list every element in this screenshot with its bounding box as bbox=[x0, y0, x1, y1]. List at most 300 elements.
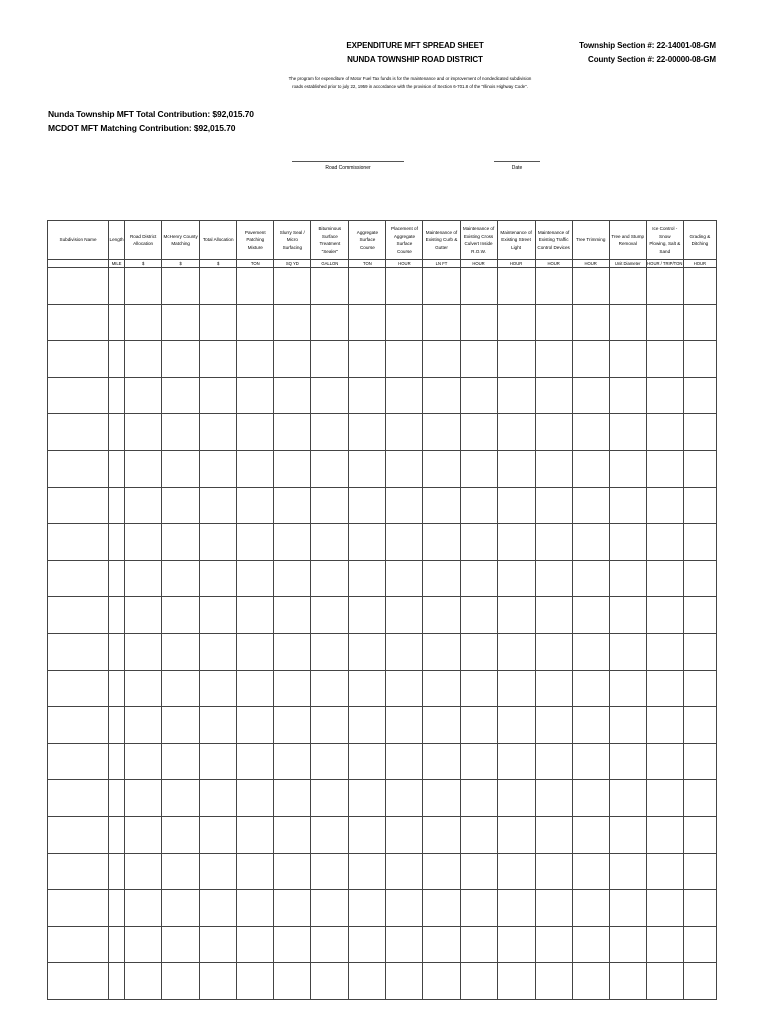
table-cell[interactable] bbox=[48, 890, 109, 927]
table-cell[interactable] bbox=[48, 707, 109, 744]
table-cell[interactable] bbox=[646, 890, 683, 927]
table-cell[interactable] bbox=[237, 926, 274, 963]
table-cell[interactable] bbox=[646, 743, 683, 780]
table-cell[interactable] bbox=[423, 743, 460, 780]
table-cell[interactable] bbox=[48, 304, 109, 341]
table-cell[interactable] bbox=[200, 597, 237, 634]
table-cell[interactable] bbox=[535, 963, 572, 1000]
table-cell[interactable] bbox=[609, 707, 646, 744]
table-cell[interactable] bbox=[497, 268, 535, 305]
table-cell[interactable] bbox=[162, 707, 200, 744]
table-cell[interactable] bbox=[386, 816, 423, 853]
table-cell[interactable] bbox=[237, 268, 274, 305]
table-cell[interactable] bbox=[609, 670, 646, 707]
table-cell[interactable] bbox=[109, 304, 125, 341]
table-cell[interactable] bbox=[609, 597, 646, 634]
table-cell[interactable] bbox=[572, 670, 609, 707]
table-cell[interactable] bbox=[609, 414, 646, 451]
table-cell[interactable] bbox=[609, 853, 646, 890]
table-cell[interactable] bbox=[683, 341, 716, 378]
table-cell[interactable] bbox=[274, 743, 311, 780]
table-cell[interactable] bbox=[535, 414, 572, 451]
table-cell[interactable] bbox=[423, 853, 460, 890]
table-cell[interactable] bbox=[683, 926, 716, 963]
table-cell[interactable] bbox=[423, 963, 460, 1000]
table-cell[interactable] bbox=[497, 816, 535, 853]
table-cell[interactable] bbox=[683, 780, 716, 817]
table-cell[interactable] bbox=[109, 268, 125, 305]
table-cell[interactable] bbox=[423, 268, 460, 305]
table-cell[interactable] bbox=[109, 890, 125, 927]
table-cell[interactable] bbox=[109, 707, 125, 744]
table-cell[interactable] bbox=[162, 670, 200, 707]
table-cell[interactable] bbox=[125, 487, 162, 524]
table-cell[interactable] bbox=[460, 450, 497, 487]
table-cell[interactable] bbox=[646, 597, 683, 634]
table-cell[interactable] bbox=[237, 963, 274, 1000]
table-cell[interactable] bbox=[423, 341, 460, 378]
table-cell[interactable] bbox=[572, 890, 609, 927]
table-cell[interactable] bbox=[423, 450, 460, 487]
table-cell[interactable] bbox=[535, 377, 572, 414]
table-cell[interactable] bbox=[349, 304, 386, 341]
table-cell[interactable] bbox=[646, 268, 683, 305]
table-cell[interactable] bbox=[162, 890, 200, 927]
table-cell[interactable] bbox=[423, 707, 460, 744]
table-cell[interactable] bbox=[572, 304, 609, 341]
table-cell[interactable] bbox=[497, 963, 535, 1000]
table-cell[interactable] bbox=[497, 707, 535, 744]
table-cell[interactable] bbox=[109, 560, 125, 597]
table-cell[interactable] bbox=[386, 670, 423, 707]
table-cell[interactable] bbox=[349, 890, 386, 927]
table-cell[interactable] bbox=[48, 377, 109, 414]
table-cell[interactable] bbox=[200, 341, 237, 378]
table-cell[interactable] bbox=[386, 926, 423, 963]
table-cell[interactable] bbox=[109, 963, 125, 1000]
table-cell[interactable] bbox=[274, 780, 311, 817]
table-cell[interactable] bbox=[423, 633, 460, 670]
table-cell[interactable] bbox=[683, 524, 716, 561]
table-cell[interactable] bbox=[386, 963, 423, 1000]
table-cell[interactable] bbox=[460, 597, 497, 634]
table-cell[interactable] bbox=[274, 450, 311, 487]
table-cell[interactable] bbox=[349, 670, 386, 707]
table-cell[interactable] bbox=[274, 926, 311, 963]
table-cell[interactable] bbox=[109, 341, 125, 378]
table-cell[interactable] bbox=[386, 743, 423, 780]
table-cell[interactable] bbox=[497, 926, 535, 963]
table-cell[interactable] bbox=[162, 341, 200, 378]
table-cell[interactable] bbox=[497, 743, 535, 780]
table-cell[interactable] bbox=[48, 816, 109, 853]
table-cell[interactable] bbox=[609, 341, 646, 378]
table-cell[interactable] bbox=[497, 450, 535, 487]
table-cell[interactable] bbox=[237, 597, 274, 634]
table-cell[interactable] bbox=[646, 487, 683, 524]
table-cell[interactable] bbox=[162, 268, 200, 305]
table-cell[interactable] bbox=[646, 670, 683, 707]
table-cell[interactable] bbox=[460, 853, 497, 890]
table-cell[interactable] bbox=[349, 414, 386, 451]
date-signature-line[interactable] bbox=[494, 161, 540, 162]
table-cell[interactable] bbox=[423, 816, 460, 853]
table-cell[interactable] bbox=[386, 890, 423, 927]
table-cell[interactable] bbox=[125, 268, 162, 305]
table-cell[interactable] bbox=[497, 670, 535, 707]
table-cell[interactable] bbox=[349, 560, 386, 597]
table-cell[interactable] bbox=[535, 560, 572, 597]
table-cell[interactable] bbox=[48, 963, 109, 1000]
table-cell[interactable] bbox=[162, 926, 200, 963]
table-cell[interactable] bbox=[609, 743, 646, 780]
table-cell[interactable] bbox=[109, 487, 125, 524]
table-cell[interactable] bbox=[535, 743, 572, 780]
table-cell[interactable] bbox=[609, 816, 646, 853]
table-cell[interactable] bbox=[48, 633, 109, 670]
table-cell[interactable] bbox=[683, 633, 716, 670]
table-cell[interactable] bbox=[460, 377, 497, 414]
table-cell[interactable] bbox=[125, 780, 162, 817]
table-cell[interactable] bbox=[497, 341, 535, 378]
table-cell[interactable] bbox=[423, 780, 460, 817]
table-cell[interactable] bbox=[535, 633, 572, 670]
table-cell[interactable] bbox=[423, 414, 460, 451]
table-cell[interactable] bbox=[460, 341, 497, 378]
table-cell[interactable] bbox=[572, 926, 609, 963]
table-cell[interactable] bbox=[349, 963, 386, 1000]
table-cell[interactable] bbox=[48, 487, 109, 524]
table-cell[interactable] bbox=[535, 450, 572, 487]
table-cell[interactable] bbox=[162, 597, 200, 634]
table-cell[interactable] bbox=[646, 524, 683, 561]
table-cell[interactable] bbox=[535, 926, 572, 963]
table-cell[interactable] bbox=[609, 560, 646, 597]
table-cell[interactable] bbox=[237, 304, 274, 341]
table-cell[interactable] bbox=[646, 450, 683, 487]
table-cell[interactable] bbox=[349, 707, 386, 744]
table-cell[interactable] bbox=[423, 524, 460, 561]
table-cell[interactable] bbox=[683, 853, 716, 890]
table-cell[interactable] bbox=[460, 268, 497, 305]
table-cell[interactable] bbox=[609, 633, 646, 670]
table-cell[interactable] bbox=[646, 633, 683, 670]
table-cell[interactable] bbox=[125, 926, 162, 963]
table-cell[interactable] bbox=[386, 853, 423, 890]
table-cell[interactable] bbox=[646, 377, 683, 414]
table-cell[interactable] bbox=[646, 853, 683, 890]
table-cell[interactable] bbox=[609, 450, 646, 487]
table-cell[interactable] bbox=[683, 743, 716, 780]
table-cell[interactable] bbox=[274, 268, 311, 305]
table-cell[interactable] bbox=[349, 597, 386, 634]
table-cell[interactable] bbox=[274, 633, 311, 670]
table-cell[interactable] bbox=[311, 890, 349, 927]
table-cell[interactable] bbox=[311, 707, 349, 744]
table-cell[interactable] bbox=[311, 268, 349, 305]
table-cell[interactable] bbox=[125, 304, 162, 341]
table-cell[interactable] bbox=[237, 414, 274, 451]
table-cell[interactable] bbox=[274, 670, 311, 707]
table-cell[interactable] bbox=[311, 414, 349, 451]
table-cell[interactable] bbox=[125, 853, 162, 890]
table-cell[interactable] bbox=[646, 304, 683, 341]
table-cell[interactable] bbox=[423, 377, 460, 414]
table-cell[interactable] bbox=[646, 780, 683, 817]
table-cell[interactable] bbox=[423, 560, 460, 597]
table-cell[interactable] bbox=[460, 743, 497, 780]
table-cell[interactable] bbox=[609, 268, 646, 305]
table-cell[interactable] bbox=[386, 780, 423, 817]
table-cell[interactable] bbox=[683, 487, 716, 524]
table-cell[interactable] bbox=[125, 816, 162, 853]
table-cell[interactable] bbox=[48, 743, 109, 780]
table-cell[interactable] bbox=[200, 780, 237, 817]
table-cell[interactable] bbox=[109, 450, 125, 487]
table-cell[interactable] bbox=[423, 890, 460, 927]
table-cell[interactable] bbox=[535, 597, 572, 634]
table-cell[interactable] bbox=[125, 560, 162, 597]
table-cell[interactable] bbox=[609, 780, 646, 817]
table-cell[interactable] bbox=[237, 670, 274, 707]
table-cell[interactable] bbox=[497, 487, 535, 524]
table-cell[interactable] bbox=[162, 743, 200, 780]
table-cell[interactable] bbox=[460, 926, 497, 963]
table-cell[interactable] bbox=[497, 524, 535, 561]
table-cell[interactable] bbox=[386, 268, 423, 305]
table-cell[interactable] bbox=[497, 780, 535, 817]
table-cell[interactable] bbox=[572, 633, 609, 670]
table-cell[interactable] bbox=[237, 780, 274, 817]
table-cell[interactable] bbox=[646, 414, 683, 451]
table-cell[interactable] bbox=[535, 780, 572, 817]
table-cell[interactable] bbox=[572, 560, 609, 597]
table-cell[interactable] bbox=[48, 560, 109, 597]
table-cell[interactable] bbox=[48, 926, 109, 963]
table-cell[interactable] bbox=[237, 633, 274, 670]
table-cell[interactable] bbox=[386, 597, 423, 634]
table-cell[interactable] bbox=[497, 414, 535, 451]
table-cell[interactable] bbox=[109, 816, 125, 853]
table-cell[interactable] bbox=[349, 341, 386, 378]
table-cell[interactable] bbox=[386, 377, 423, 414]
table-cell[interactable] bbox=[572, 853, 609, 890]
table-cell[interactable] bbox=[109, 670, 125, 707]
table-cell[interactable] bbox=[646, 560, 683, 597]
table-cell[interactable] bbox=[683, 560, 716, 597]
table-cell[interactable] bbox=[423, 926, 460, 963]
table-cell[interactable] bbox=[237, 890, 274, 927]
table-cell[interactable] bbox=[48, 341, 109, 378]
table-cell[interactable] bbox=[423, 487, 460, 524]
table-cell[interactable] bbox=[200, 487, 237, 524]
table-cell[interactable] bbox=[125, 707, 162, 744]
table-cell[interactable] bbox=[609, 890, 646, 927]
table-cell[interactable] bbox=[572, 414, 609, 451]
table-cell[interactable] bbox=[200, 743, 237, 780]
table-cell[interactable] bbox=[572, 524, 609, 561]
table-cell[interactable] bbox=[274, 524, 311, 561]
table-cell[interactable] bbox=[48, 853, 109, 890]
table-cell[interactable] bbox=[311, 450, 349, 487]
table-cell[interactable] bbox=[200, 633, 237, 670]
table-cell[interactable] bbox=[109, 597, 125, 634]
table-cell[interactable] bbox=[386, 487, 423, 524]
table-cell[interactable] bbox=[460, 780, 497, 817]
table-cell[interactable] bbox=[349, 487, 386, 524]
table-cell[interactable] bbox=[274, 414, 311, 451]
table-cell[interactable] bbox=[162, 816, 200, 853]
table-cell[interactable] bbox=[460, 633, 497, 670]
table-cell[interactable] bbox=[535, 853, 572, 890]
table-cell[interactable] bbox=[572, 450, 609, 487]
table-cell[interactable] bbox=[274, 487, 311, 524]
table-cell[interactable] bbox=[460, 414, 497, 451]
table-cell[interactable] bbox=[125, 633, 162, 670]
table-cell[interactable] bbox=[572, 780, 609, 817]
table-cell[interactable] bbox=[162, 780, 200, 817]
table-cell[interactable] bbox=[311, 597, 349, 634]
table-cell[interactable] bbox=[572, 597, 609, 634]
table-cell[interactable] bbox=[311, 743, 349, 780]
table-cell[interactable] bbox=[311, 670, 349, 707]
table-cell[interactable] bbox=[609, 963, 646, 1000]
table-cell[interactable] bbox=[423, 304, 460, 341]
table-cell[interactable] bbox=[311, 633, 349, 670]
table-cell[interactable] bbox=[48, 780, 109, 817]
table-cell[interactable] bbox=[535, 341, 572, 378]
table-cell[interactable] bbox=[162, 487, 200, 524]
road-commissioner-signature-line[interactable] bbox=[292, 161, 404, 162]
table-cell[interactable] bbox=[311, 377, 349, 414]
table-cell[interactable] bbox=[683, 377, 716, 414]
table-cell[interactable] bbox=[609, 524, 646, 561]
table-cell[interactable] bbox=[609, 304, 646, 341]
table-cell[interactable] bbox=[497, 853, 535, 890]
table-cell[interactable] bbox=[200, 414, 237, 451]
table-cell[interactable] bbox=[237, 450, 274, 487]
table-cell[interactable] bbox=[125, 524, 162, 561]
table-cell[interactable] bbox=[200, 268, 237, 305]
table-cell[interactable] bbox=[48, 414, 109, 451]
table-cell[interactable] bbox=[460, 816, 497, 853]
table-cell[interactable] bbox=[237, 853, 274, 890]
table-cell[interactable] bbox=[237, 560, 274, 597]
table-cell[interactable] bbox=[311, 780, 349, 817]
table-cell[interactable] bbox=[572, 268, 609, 305]
table-cell[interactable] bbox=[572, 743, 609, 780]
table-cell[interactable] bbox=[386, 304, 423, 341]
table-cell[interactable] bbox=[386, 524, 423, 561]
table-cell[interactable] bbox=[497, 597, 535, 634]
table-cell[interactable] bbox=[48, 268, 109, 305]
table-cell[interactable] bbox=[349, 268, 386, 305]
table-cell[interactable] bbox=[274, 853, 311, 890]
table-cell[interactable] bbox=[200, 560, 237, 597]
table-cell[interactable] bbox=[109, 780, 125, 817]
table-cell[interactable] bbox=[386, 707, 423, 744]
table-cell[interactable] bbox=[125, 414, 162, 451]
table-cell[interactable] bbox=[274, 377, 311, 414]
table-cell[interactable] bbox=[125, 341, 162, 378]
table-cell[interactable] bbox=[349, 633, 386, 670]
table-cell[interactable] bbox=[349, 926, 386, 963]
table-cell[interactable] bbox=[237, 487, 274, 524]
table-cell[interactable] bbox=[349, 743, 386, 780]
table-cell[interactable] bbox=[274, 304, 311, 341]
table-cell[interactable] bbox=[109, 633, 125, 670]
table-cell[interactable] bbox=[683, 670, 716, 707]
table-cell[interactable] bbox=[274, 341, 311, 378]
table-cell[interactable] bbox=[460, 670, 497, 707]
table-cell[interactable] bbox=[125, 670, 162, 707]
table-cell[interactable] bbox=[572, 487, 609, 524]
table-cell[interactable] bbox=[311, 524, 349, 561]
table-cell[interactable] bbox=[572, 341, 609, 378]
table-cell[interactable] bbox=[497, 304, 535, 341]
table-cell[interactable] bbox=[162, 853, 200, 890]
table-cell[interactable] bbox=[200, 963, 237, 1000]
table-cell[interactable] bbox=[162, 304, 200, 341]
table-cell[interactable] bbox=[386, 341, 423, 378]
table-cell[interactable] bbox=[349, 853, 386, 890]
table-cell[interactable] bbox=[535, 487, 572, 524]
table-cell[interactable] bbox=[535, 816, 572, 853]
table-cell[interactable] bbox=[609, 377, 646, 414]
table-cell[interactable] bbox=[460, 304, 497, 341]
table-cell[interactable] bbox=[109, 853, 125, 890]
table-cell[interactable] bbox=[162, 377, 200, 414]
table-cell[interactable] bbox=[200, 377, 237, 414]
table-cell[interactable] bbox=[48, 450, 109, 487]
table-cell[interactable] bbox=[237, 341, 274, 378]
table-cell[interactable] bbox=[109, 524, 125, 561]
table-cell[interactable] bbox=[125, 890, 162, 927]
table-cell[interactable] bbox=[460, 963, 497, 1000]
table-cell[interactable] bbox=[646, 963, 683, 1000]
table-cell[interactable] bbox=[423, 597, 460, 634]
table-cell[interactable] bbox=[646, 926, 683, 963]
table-cell[interactable] bbox=[109, 743, 125, 780]
table-cell[interactable] bbox=[497, 377, 535, 414]
table-cell[interactable] bbox=[311, 560, 349, 597]
table-cell[interactable] bbox=[683, 414, 716, 451]
table-cell[interactable] bbox=[274, 816, 311, 853]
table-cell[interactable] bbox=[497, 633, 535, 670]
table-cell[interactable] bbox=[423, 670, 460, 707]
table-cell[interactable] bbox=[274, 597, 311, 634]
table-cell[interactable] bbox=[535, 304, 572, 341]
table-cell[interactable] bbox=[386, 450, 423, 487]
table-cell[interactable] bbox=[237, 743, 274, 780]
table-cell[interactable] bbox=[200, 524, 237, 561]
table-cell[interactable] bbox=[349, 524, 386, 561]
table-cell[interactable] bbox=[200, 707, 237, 744]
table-cell[interactable] bbox=[497, 560, 535, 597]
table-cell[interactable] bbox=[609, 926, 646, 963]
table-cell[interactable] bbox=[683, 963, 716, 1000]
table-cell[interactable] bbox=[535, 670, 572, 707]
table-cell[interactable] bbox=[572, 963, 609, 1000]
table-cell[interactable] bbox=[349, 450, 386, 487]
table-cell[interactable] bbox=[572, 816, 609, 853]
table-cell[interactable] bbox=[497, 890, 535, 927]
table-cell[interactable] bbox=[535, 890, 572, 927]
table-cell[interactable] bbox=[311, 304, 349, 341]
table-cell[interactable] bbox=[200, 853, 237, 890]
table-cell[interactable] bbox=[200, 450, 237, 487]
table-cell[interactable] bbox=[349, 780, 386, 817]
